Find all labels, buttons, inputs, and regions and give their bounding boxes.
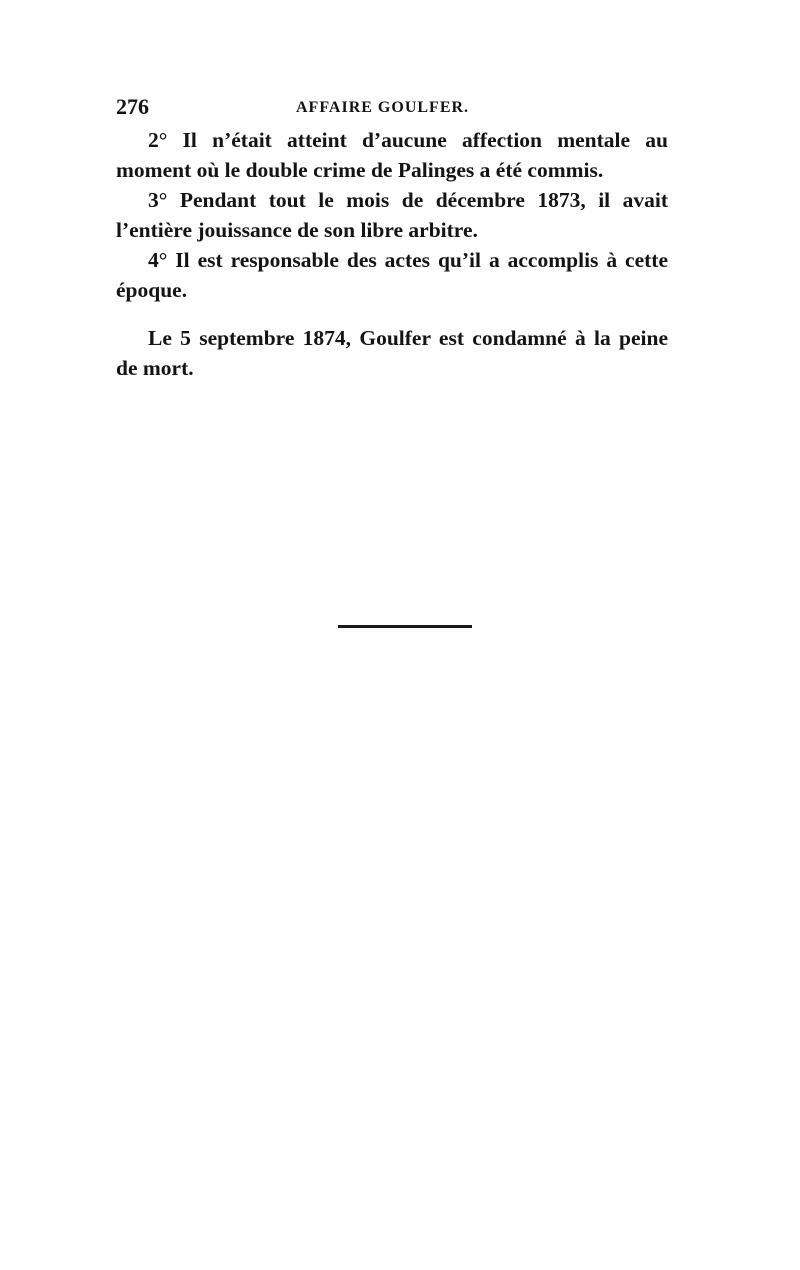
- paragraph-conclusion-2: 2° Il n’était atteint d’aucune affection mentale au moment où le double crime de Palinges a été commis.: [116, 128, 668, 182]
- closing-rule: [338, 625, 472, 628]
- paragraph-conclusion-4: 4° Il est responsable des actes qu’il a accomplis à cette époque.: [116, 248, 668, 302]
- body-text: [116, 125, 668, 383]
- running-title: AFFAIRE GOULFER.: [296, 99, 470, 116]
- paragraph-conclusion-3: 3° Pendant tout le mois de décembre 1873, il avait l’entière jouissance de son libre arbitre.: [116, 188, 668, 242]
- paragraph-verdict: Le 5 septembre 1874, Goulfer est condamné à la peine de mort.: [116, 326, 668, 380]
- page-header: [116, 94, 668, 124]
- page-number: 276: [116, 94, 149, 119]
